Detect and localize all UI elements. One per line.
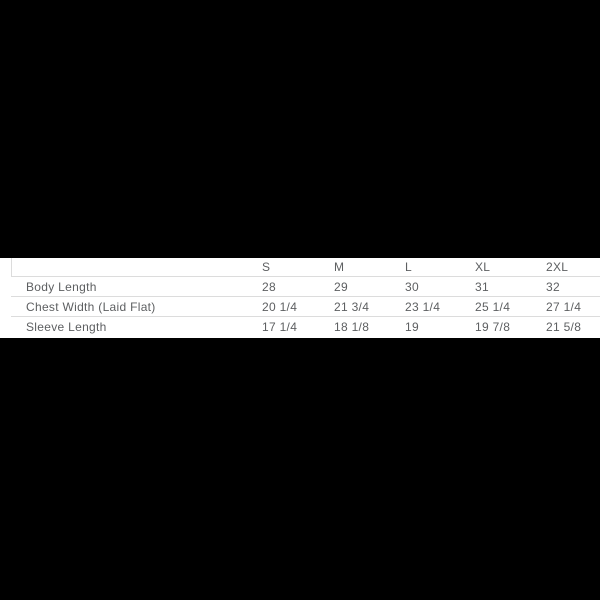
cell-value: 23 1/4 xyxy=(405,297,475,317)
column-header-xl: XL xyxy=(475,258,546,277)
cell-value: 29 xyxy=(334,277,405,297)
column-header-2xl: 2XL xyxy=(546,258,600,277)
table-row-chest-width xyxy=(11,297,600,317)
corner-cell-empty xyxy=(11,258,262,277)
table-row-sleeve-length xyxy=(11,317,600,338)
row-label: Chest Width (Laid Flat) xyxy=(11,297,262,317)
cell-value: 19 7/8 xyxy=(475,320,511,334)
size-chart-table xyxy=(11,258,600,337)
cell-value: 32 xyxy=(546,277,600,297)
column-header-s: S xyxy=(262,258,334,277)
cell-value: 30 xyxy=(405,277,475,297)
row-label: Sleeve Length xyxy=(26,320,107,334)
size-chart-header-row xyxy=(11,258,600,277)
cell-value: 20 1/4 xyxy=(262,297,334,317)
cell-value: 18 1/8 xyxy=(334,320,370,334)
cell-value: 25 1/4 xyxy=(475,297,546,317)
cell-value: 21 3/4 xyxy=(334,297,405,317)
table-row-body-length xyxy=(11,277,600,297)
cell-value: 27 1/4 xyxy=(546,297,600,317)
size-chart-panel xyxy=(0,258,600,338)
cell-value: 31 xyxy=(475,277,546,297)
row-label: Body Length xyxy=(11,277,262,297)
column-header-m: M xyxy=(334,258,405,277)
cell-value: 21 5/8 xyxy=(546,320,582,334)
cell-value: 19 xyxy=(405,320,419,334)
cell-value: 17 1/4 xyxy=(262,320,298,334)
cell-value: 28 xyxy=(262,277,334,297)
column-header-l: L xyxy=(405,258,475,277)
